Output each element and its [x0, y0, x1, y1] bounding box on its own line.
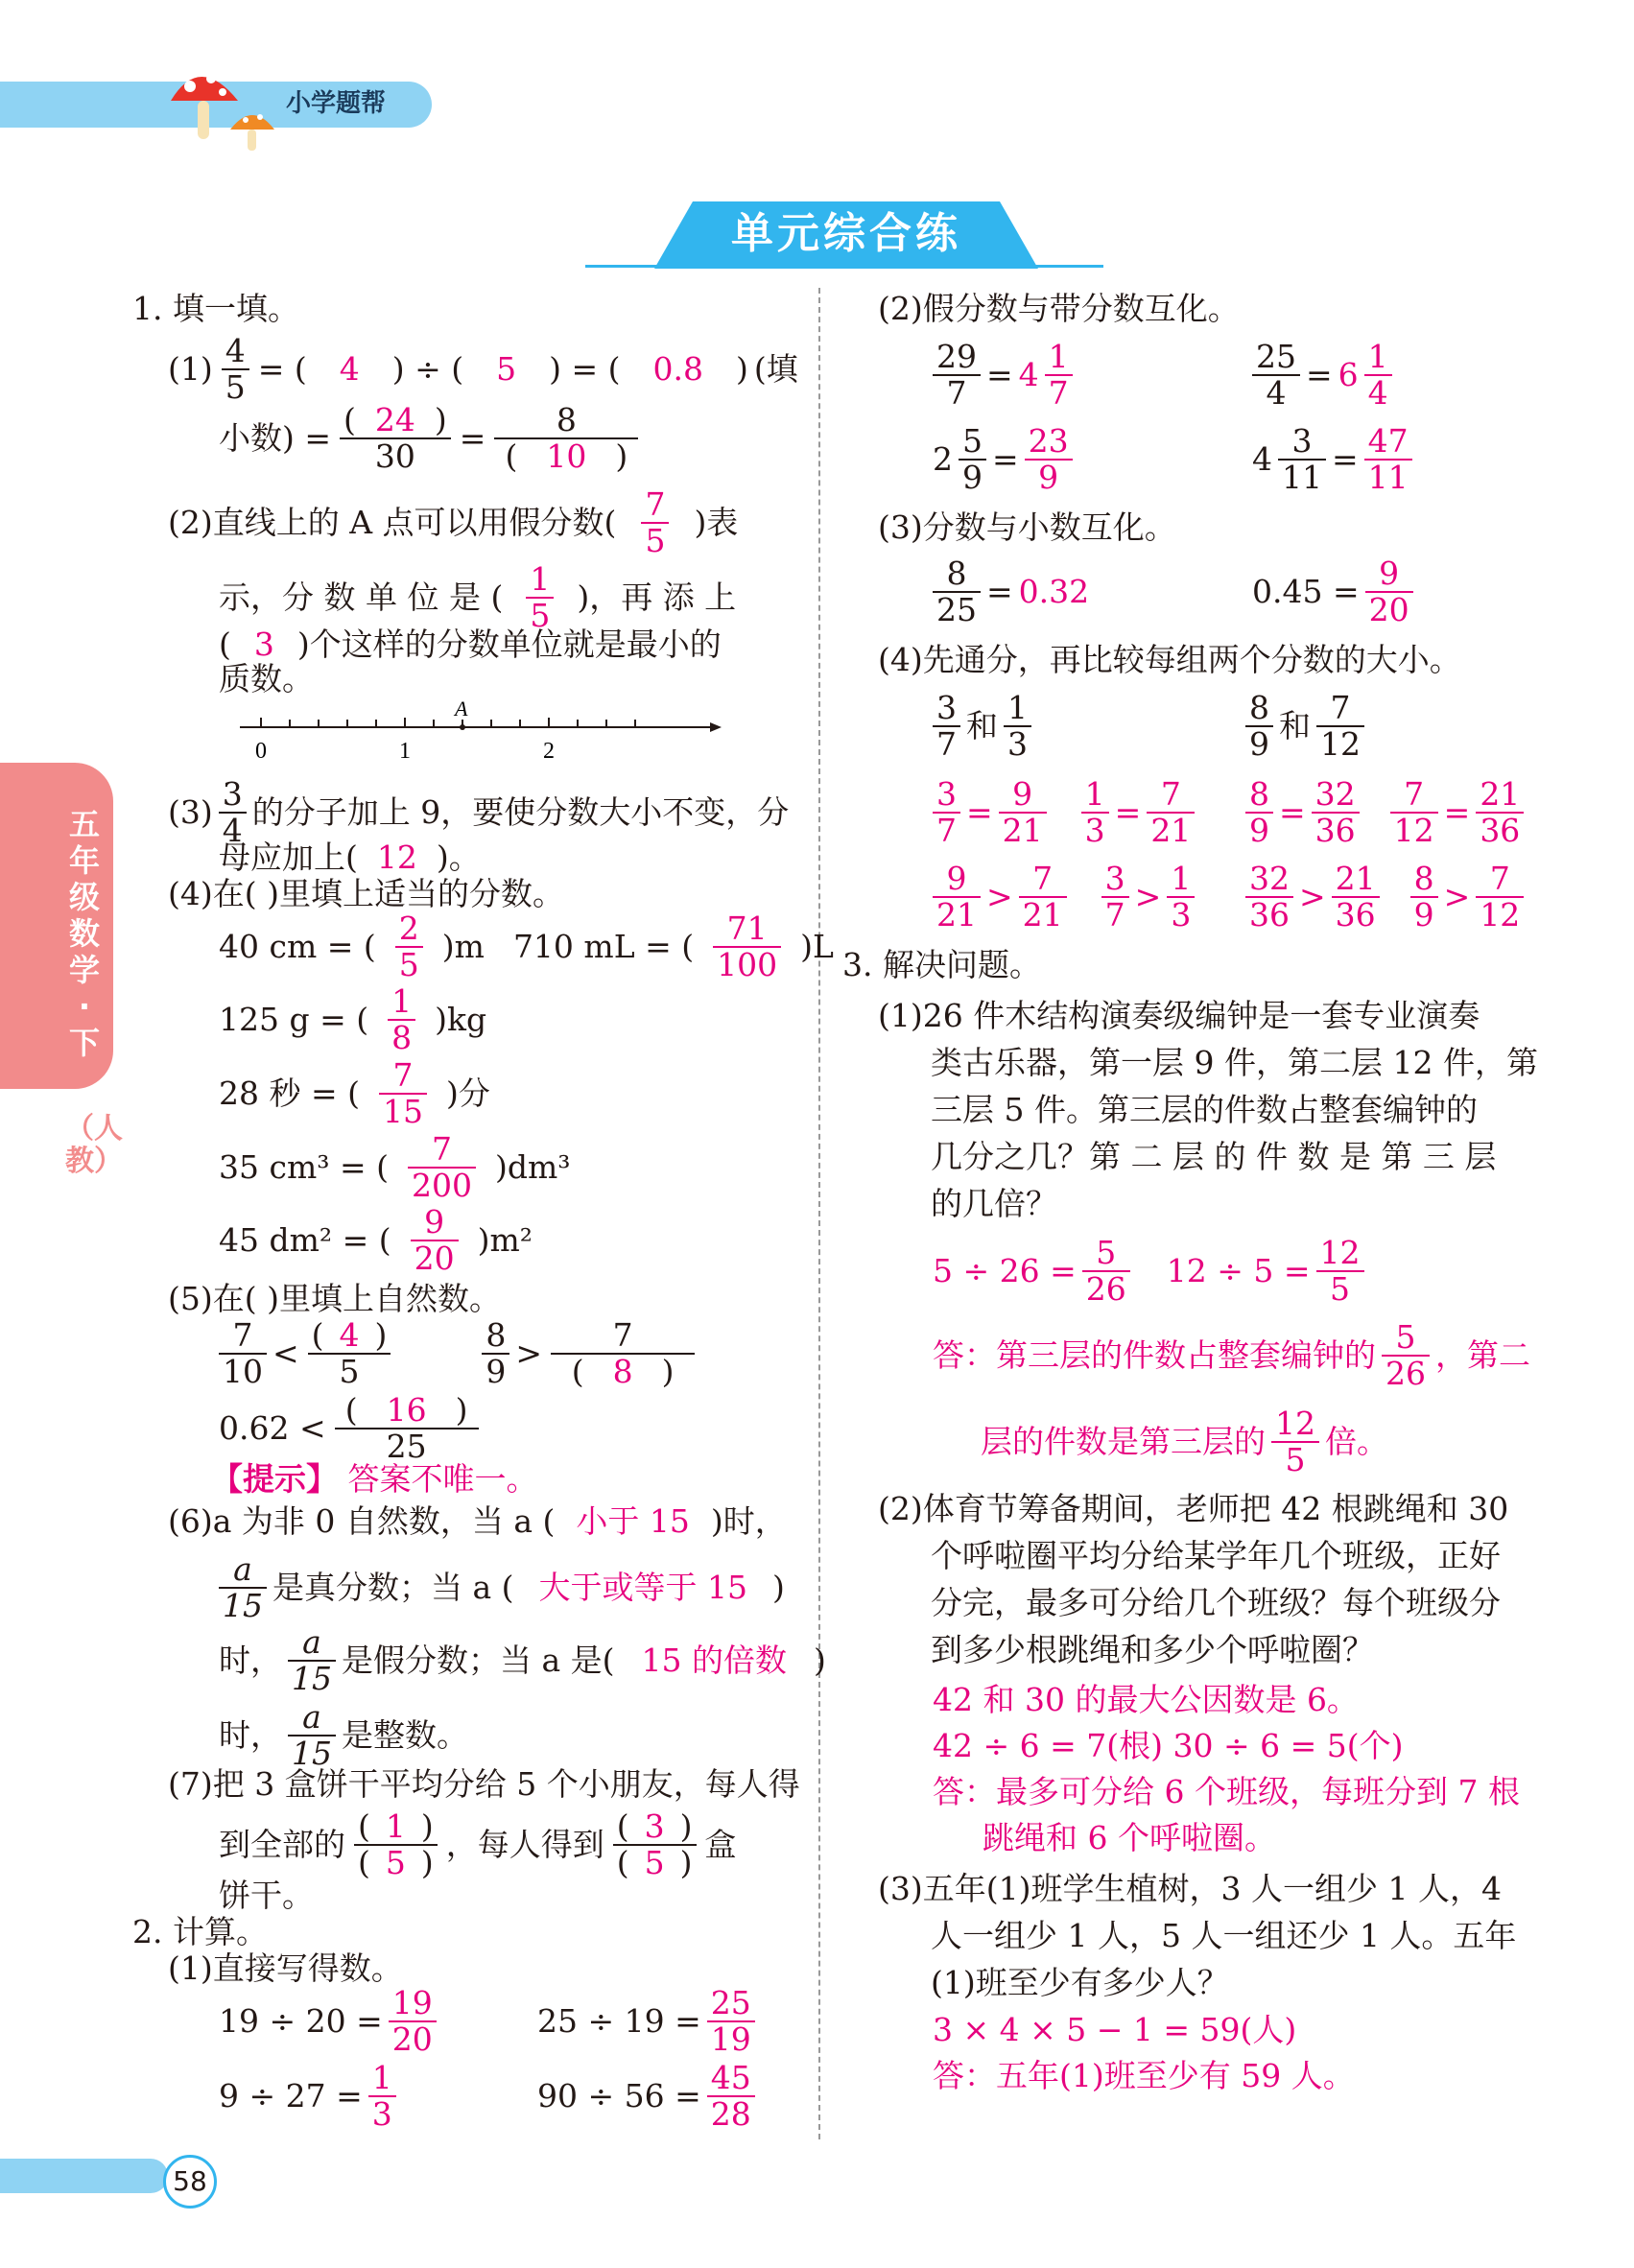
q2-2-row1b: $\frac{25}{4}$ = 6 $\frac{1}{4}$: [1252, 340, 1392, 411]
q1-3-line1: (3) $\frac{3}{4}$ 的分子加上 9，要使分数大小不变，分: [168, 775, 790, 849]
q1-1-line1: (1) $\frac{4}{5}$ = ( 4 ) ÷ ( 5 ) = ( 0.8 ) (填: [168, 332, 798, 406]
answer-fraction: $\frac{9}{20}$: [411, 1205, 459, 1276]
q2-2-row1: $\frac{29}{7}$ = 4 $\frac{1}{7}$: [933, 340, 1073, 411]
answer: 5: [496, 350, 517, 388]
answer: 4: [339, 350, 360, 388]
fraction: $\frac{3}{4}$: [219, 777, 247, 848]
q3-2-answer: 42 和 30 的最大公因数是 6。 42 ÷ 6 = 7(根) 30 ÷ 6 = 5(个) 答：最多可分给 6 个班级，每班分到 7 根 跳绳和 6 个呼啦圈。: [933, 1681, 1520, 1856]
q1-6-line4: 时， $\frac{a}{15}$ 是整数。: [219, 1698, 468, 1772]
number-line: [230, 698, 729, 766]
answer-fraction: $\frac{7}{21}$: [1147, 777, 1195, 848]
answer-fraction: $\frac{45}{28}$: [707, 2061, 755, 2132]
answer-fraction: $\frac{8}{9}$: [1245, 777, 1273, 848]
fraction: $\frac{3}{7}$: [933, 691, 960, 762]
axis-label: 0: [255, 739, 267, 764]
answer-fraction: $\frac{1}{3}$: [1167, 862, 1195, 933]
q1-2-line3: ( 3 )个这样的分数单位就是最小的: [219, 626, 722, 663]
answer-fraction: $\frac{7}{15}$: [379, 1058, 427, 1129]
answer-fraction: $\frac{21}{36}$: [1476, 777, 1524, 848]
fraction: $\frac{( 4 )}{5}$: [308, 1318, 391, 1389]
fraction: $\frac{a}{15}$: [219, 1552, 267, 1623]
fraction: $\frac{8}{25}$: [933, 556, 981, 627]
q3-2-text: (2)体育节筹备期间，老师把 42 根跳绳和 30 个呼啦圈平均分给某学年几个班级，正好 分完，最多可分给几个班级？每个班级分 到多少根跳绳和多少个呼啦圈？: [878, 1490, 1509, 1668]
q2-2-title: (2)假分数与带分数互化。: [878, 290, 1240, 327]
answer-fraction: $\frac{3}{7}$: [1101, 862, 1129, 933]
column-divider: [818, 288, 820, 2139]
brand-label: 小学题帮: [286, 89, 387, 118]
answer-fraction: $\frac{47}{11}$: [1364, 424, 1412, 495]
fraction: $\frac{5}{9}$: [959, 424, 986, 495]
answer-fraction: $\frac{1}{3}$: [1081, 777, 1109, 848]
q1-4-row3: 28 秒 = ( $\frac{7}{15}$ )分: [219, 1056, 490, 1130]
q1-7-line3: 饼干。: [219, 1877, 314, 1914]
section-title: 单元综合练: [731, 209, 961, 258]
q2-label: 2. 计算。: [132, 1913, 268, 1950]
q2-4-g2-pair: $\frac{8}{9}$ 和 $\frac{7}{12}$: [1245, 691, 1364, 762]
q2-4-g2-compare: $\frac{32}{36}$ > $\frac{21}{36}$ $\frac{8}{9}$ > $\frac{7}{12}$: [1245, 862, 1524, 933]
answer-fraction: $\frac{25}{19}$: [707, 1986, 755, 2057]
q2-3-title: (3)分数与小数互化。: [878, 508, 1176, 546]
answer: 12: [376, 839, 417, 876]
q2-2-row2: 2 $\frac{5}{9}$ = $\frac{23}{9}$: [933, 424, 1073, 495]
q1-5-row2: 0.62 < $\frac{( 16 )}{25}$: [219, 1393, 482, 1464]
answer-fraction: $\frac{3}{7}$: [933, 777, 960, 848]
answer-fraction: $\frac{9}{20}$: [1365, 556, 1413, 627]
q1-4-title: (4)在( )里填上适当的分数。: [168, 875, 564, 912]
answer-fraction: $\frac{7}{21}$: [1019, 862, 1067, 933]
answer: 小于 15: [576, 1502, 690, 1540]
axis-label: 2: [543, 739, 555, 764]
answer-fraction: $\frac{2}{5}$: [395, 911, 423, 982]
q1-1-line2: 小数) = $\frac{( 24 )}{30}$ = $\frac{8}{( 10 )}$: [219, 403, 641, 474]
q1-2-line1: (2)直线上的 A 点可以用假分数( $\frac{7}{5}$ )表: [168, 485, 739, 559]
q1-2-line2: 示，分 数 单 位 是 ( $\frac{1}{5}$ )，再 添 上: [219, 560, 737, 634]
fraction: $\frac{7}{12}$: [1316, 691, 1364, 762]
fraction: $\frac{8}{9}$: [1245, 691, 1273, 762]
fraction: $\frac{8}{( 10 )}$: [494, 403, 638, 474]
q1-3-line2: 母应加上( 12 )。: [219, 839, 481, 876]
answer: 15 的倍数: [641, 1642, 788, 1679]
fraction: $\frac{1}{3}$: [1004, 691, 1031, 762]
point-label: A: [455, 698, 468, 721]
q1-5-title: (5)在( )里填上自然数。: [168, 1280, 501, 1317]
answer: 0.8: [652, 350, 704, 388]
fraction: $\frac{29}{7}$: [933, 340, 981, 411]
fraction: $\frac{a}{15}$: [288, 1625, 336, 1696]
answer-fraction: $\frac{32}{36}$: [1312, 777, 1360, 848]
answer-fraction: $\frac{7}{12}$: [1476, 862, 1524, 933]
q2-3-row1b: 0.45 = $\frac{9}{20}$: [1252, 556, 1413, 627]
answer-fraction: $\frac{1}{8}$: [388, 984, 415, 1055]
answer-fraction: $\frac{9}{21}$: [999, 777, 1047, 848]
answer-fraction: $\frac{1}{5}$: [526, 562, 554, 633]
hint-note: 【提示】 答案不唯一。: [211, 1460, 538, 1498]
q1-5-row1: $\frac{7}{10}$ < $\frac{( 4 )}{5}$ $\frac{8}{9}$ > $\frac{7}{( 8 )}$: [219, 1318, 698, 1389]
q2-2-row2b: 4 $\frac{3}{11}$ = $\frac{47}{11}$: [1252, 424, 1412, 495]
fraction: $\frac{( 1 )}{( 5 )}$: [354, 1809, 438, 1880]
q1-label: 1. 填一填。: [132, 290, 299, 327]
fraction: $\frac{( 3 )}{( 5 )}$: [613, 1809, 697, 1880]
fraction: $\frac{7}{( 8 )}$: [551, 1318, 695, 1389]
answer-fraction: $\frac{7}{12}$: [1390, 777, 1438, 848]
q1-4-row1: 40 cm = ( $\frac{2}{5}$ )m 710 mL = ( $\frac{71}{100}$ )L: [219, 910, 834, 983]
q3-3-text: (3)五年(1)班学生植树，3 人一组少 1 人，4 人一组少 1 人，5 人一组还少 1 人。五年 (1)班至少有多少人？: [878, 1870, 1517, 2001]
footer-bar: [0, 2159, 168, 2193]
q1-6-line1: (6)a 为非 0 自然数，当 a ( 小于 15 )时，: [168, 1502, 787, 1540]
answer-fraction: $\frac{71}{100}$: [713, 911, 781, 982]
q2-4-g1-pair: $\frac{3}{7}$ 和 $\frac{1}{3}$: [933, 691, 1031, 762]
q3-1-text: (1)26 件木结构演奏级编钟是一套专业演奏 类古乐器，第一层 9 件，第二层 12 件，第 三层 5 件。第三层的件数占整套编钟的 几分之几？第 二 层 的 件 数 是 第 三 层 的几倍？: [878, 997, 1538, 1222]
fraction: $\frac{25}{4}$: [1252, 340, 1300, 411]
answer-fraction: $\frac{7}{200}$: [408, 1132, 476, 1203]
q1-6-line2: $\frac{a}{15}$ 是真分数；当 a ( 大于或等于 15 ): [219, 1552, 785, 1623]
fraction: $\frac{a}{15}$: [288, 1700, 336, 1771]
q1-7-line1: (7)把 3 盒饼干平均分给 5 个小朋友，每人得: [168, 1765, 800, 1803]
q3-3-answer: 3 × 4 × 5 − 1 = 59(人) 答：五年(1)班至少有 59 人。: [933, 2011, 1355, 2094]
q2-3-row1: $\frac{8}{25}$ = 0.32: [933, 556, 1089, 627]
fraction: $\frac{3}{11}$: [1278, 424, 1326, 495]
q1-6-line3: 时， $\frac{a}{15}$ 是假分数；当 a 是( 15 的倍数 ): [219, 1623, 826, 1697]
q1-2-line4: 质数。: [219, 660, 314, 697]
mushroom-icon: [161, 58, 286, 154]
answer: 0.32: [1018, 573, 1090, 610]
answer: 3: [253, 626, 274, 663]
fraction: $\frac{7}{10}$: [219, 1318, 267, 1389]
q2-1-title: (1)直接写得数。: [168, 1949, 403, 1987]
q2-4-g1-common: $\frac{3}{7}$ = $\frac{9}{21}$ $\frac{1}{3}$ = $\frac{7}{21}$: [933, 777, 1195, 848]
q2-4-g2-common: $\frac{8}{9}$ = $\frac{32}{36}$ $\frac{7}{12}$ = $\frac{21}{36}$: [1245, 777, 1524, 848]
answer-fraction: $\frac{21}{36}$: [1332, 862, 1380, 933]
answer-fraction: $\frac{12}{5}$: [1271, 1406, 1319, 1477]
q3-1-calc: 5 ÷ 26 = $\frac{5}{26}$ 12 ÷ 5 = $\frac{12}{5}$: [933, 1236, 1364, 1307]
q1-7-line2: 到全部的 $\frac{( 1 )}{( 5 )}$ ，每人得到 $\frac{( 3 )}{( 5 )}$ 盒: [219, 1807, 737, 1881]
answer-fraction: $\frac{1}{7}$: [1045, 340, 1073, 411]
q2-1-row1b: 25 ÷ 19 = $\frac{25}{19}$: [537, 1986, 755, 2057]
q3-label: 3. 解决问题。: [842, 946, 1041, 983]
page-number: 58: [163, 2155, 217, 2209]
axis-label: 1: [399, 739, 411, 764]
answer-fraction: $\frac{7}{5}$: [641, 487, 669, 558]
q2-4-g1-compare: $\frac{9}{21}$ > $\frac{7}{21}$ $\frac{3}{7}$ > $\frac{1}{3}$: [933, 862, 1195, 933]
fraction: $\frac{( 24 )}{30}$: [340, 403, 451, 474]
fraction: $\frac{8}{9}$: [482, 1318, 509, 1389]
fraction: $\frac{( 16 )}{25}$: [335, 1393, 479, 1464]
q1-4-row5: 45 dm² = ( $\frac{9}{20}$ )m²: [219, 1203, 533, 1277]
q2-1-row1: 19 ÷ 20 = $\frac{19}{20}$: [219, 1986, 437, 2057]
answer-fraction: $\frac{32}{36}$: [1245, 862, 1293, 933]
answer-fraction: $\frac{12}{5}$: [1316, 1236, 1364, 1307]
answer-fraction: $\frac{1}{3}$: [368, 2061, 396, 2132]
q3-1-answer2: 层的件数是第三层的 $\frac{12}{5}$ 倍。: [981, 1405, 1388, 1478]
answer-fraction: $\frac{5}{26}$: [1082, 1236, 1130, 1307]
edition-label: （人教）: [65, 1112, 123, 1178]
q2-1-row2b: 90 ÷ 56 = $\frac{45}{28}$: [537, 2061, 755, 2132]
q2-4-title: (4)先通分，再比较每组两个分数的大小。: [878, 641, 1461, 678]
answer-fraction: $\frac{9}{21}$: [933, 862, 981, 933]
answer-fraction: $\frac{5}{26}$: [1382, 1320, 1430, 1391]
fraction: $\frac{4}{5}$: [222, 334, 249, 405]
title-underline: [585, 265, 1103, 268]
q1-4-row4: 35 cm³ = ( $\frac{7}{200}$ )dm³: [219, 1130, 571, 1204]
answer-fraction: $\frac{23}{9}$: [1025, 424, 1073, 495]
grade-label: 五年级数学·下: [68, 806, 100, 1061]
answer-fraction: $\frac{1}{4}$: [1364, 340, 1392, 411]
q2-1-row2: 9 ÷ 27 = $\frac{1}{3}$: [219, 2061, 396, 2132]
answer-fraction: $\frac{19}{20}$: [389, 1986, 437, 2057]
q1-4-row2: 125 g = ( $\frac{1}{8}$ )kg: [219, 982, 487, 1056]
answer: 大于或等于 15: [538, 1569, 748, 1606]
answer-fraction: $\frac{8}{9}$: [1410, 862, 1438, 933]
q3-1-answer1: 答：第三层的件数占整套编钟的 $\frac{5}{26}$ ，第二: [933, 1318, 1530, 1392]
